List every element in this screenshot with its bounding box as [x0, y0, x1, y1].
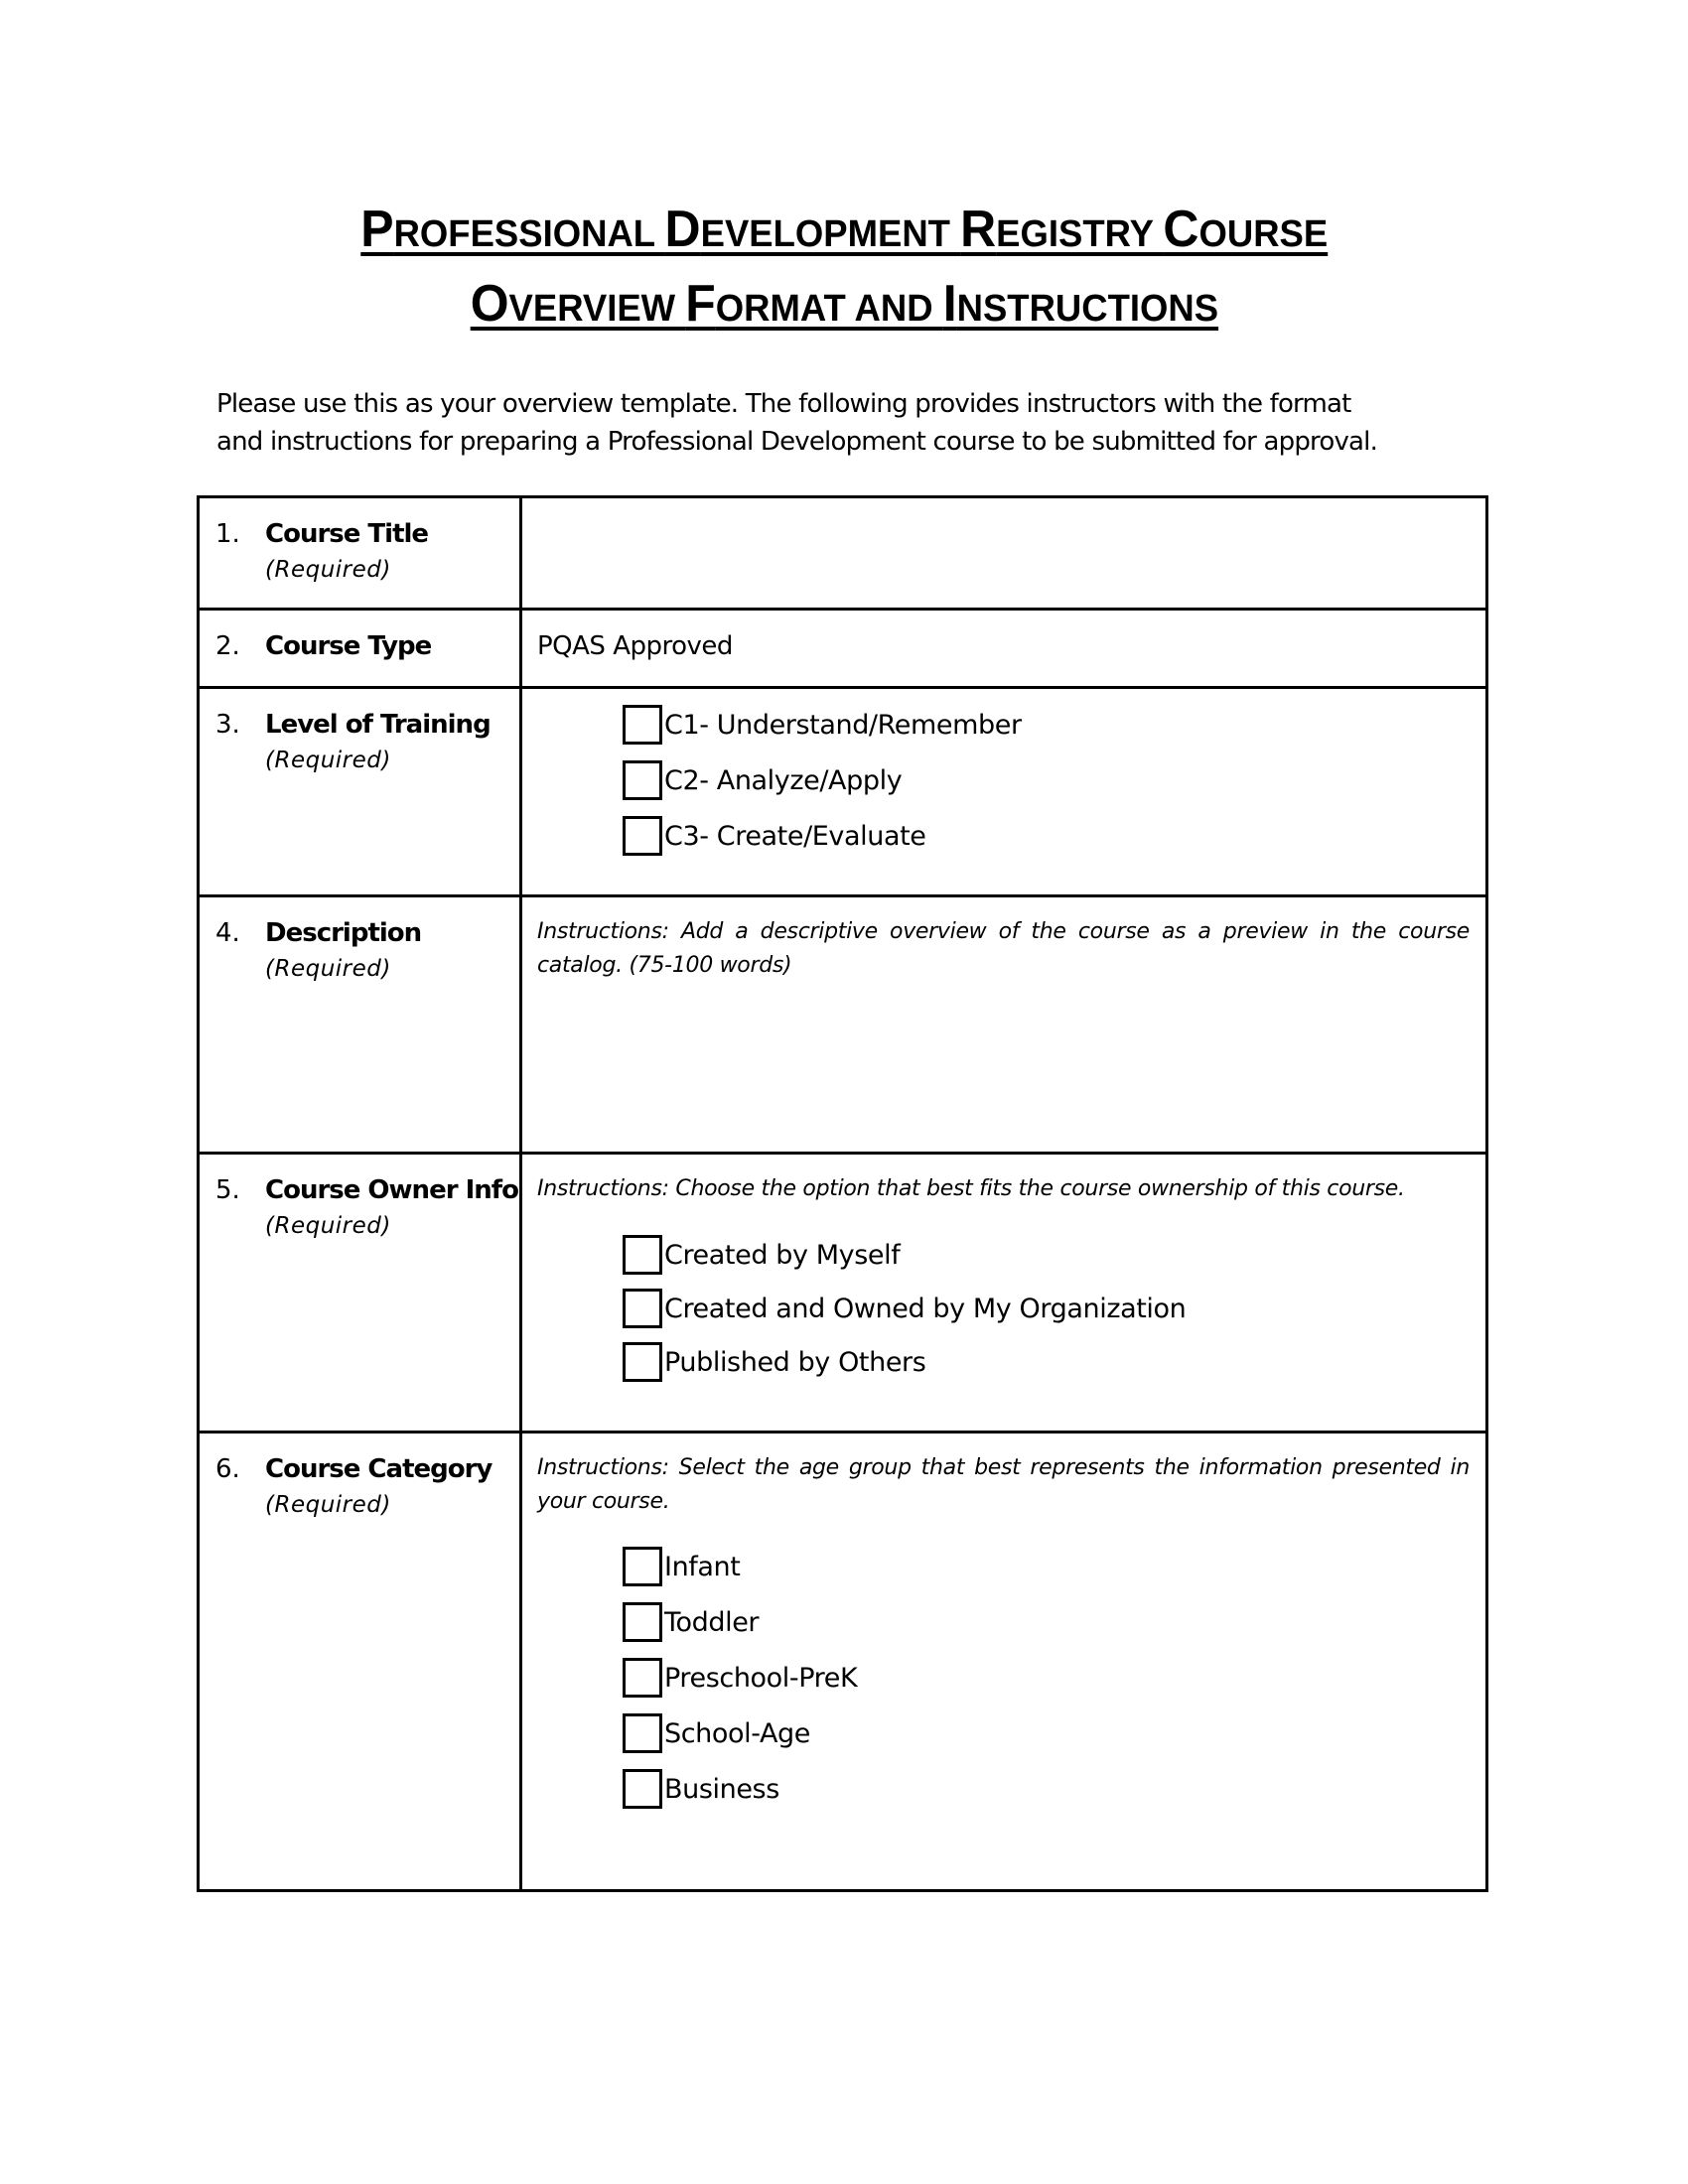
row-number: 5.: [215, 1175, 240, 1205]
row-label-cell: [199, 896, 521, 1154]
row-number: 1.: [215, 519, 240, 549]
description-instructions: Instructions: Add a descriptive overview of the course as a preview in the course catalog. (75-100 words): [537, 919, 1470, 978]
intro-line: and instructions for preparing a Professional Development course to be submitted for approval.: [216, 427, 1378, 457]
checkbox-option[interactable]: [623, 697, 1470, 752]
checkbox-label: C3- Create/Evaluate: [664, 820, 926, 852]
checkbox-option[interactable]: [623, 1761, 1470, 1817]
field-label: Description: [265, 918, 422, 948]
required-note: (Required): [265, 748, 391, 773]
checkbox-label: Business: [664, 1773, 779, 1805]
title-word-cap: P: [360, 201, 394, 258]
checkbox-label: Preschool-PreK: [664, 1662, 858, 1694]
checkbox-icon[interactable]: [623, 760, 662, 800]
title-word-rest: ROFESSIONAL: [393, 213, 665, 255]
title-word-rest: VERVIEW: [508, 288, 685, 330]
title-word-cap: C: [1163, 201, 1199, 258]
checkbox-option[interactable]: [623, 1706, 1470, 1761]
intro-paragraph: [216, 385, 1507, 461]
title-word-cap: D: [664, 201, 701, 258]
owner-instructions: Instructions: Choose the option that best fits the course ownership of this course.: [537, 1176, 1405, 1201]
intro-line: Please use this as your overview template. The following provides instructors with the format: [216, 389, 1351, 419]
checkbox-option[interactable]: [623, 1335, 1470, 1389]
checkbox-list: [623, 697, 1470, 864]
checkbox-label: C1- Understand/Remember: [664, 709, 1022, 741]
required-note: (Required): [265, 557, 391, 583]
checkbox-label: School-Age: [664, 1717, 811, 1749]
document-title: [0, 199, 1688, 347]
required-note: (Required): [265, 1213, 391, 1239]
course-category-field: [521, 1433, 1487, 1891]
title-line-2: [470, 273, 1217, 340]
field-label: Course Owner Info: [265, 1175, 518, 1205]
category-instructions: Instructions: Select the age group that best represents the information presented in your course.: [537, 1455, 1470, 1514]
checkbox-option[interactable]: [623, 1594, 1470, 1650]
checkbox-label: Published by Others: [664, 1346, 926, 1378]
required-note: (Required): [265, 1492, 391, 1518]
course-type-field: [521, 610, 1487, 688]
row-number: 4.: [215, 918, 240, 948]
row-label-cell: [199, 688, 521, 896]
title-word-rest: NSTRUCTIONS: [956, 288, 1218, 330]
checkbox-icon[interactable]: [623, 1235, 662, 1275]
checkbox-list: [623, 1228, 1470, 1389]
row-label-cell: [199, 610, 521, 688]
course-overview-form: [197, 495, 1488, 1892]
row-label-cell: [199, 497, 521, 610]
row-label-cell: [199, 1154, 521, 1433]
required-note: (Required): [265, 956, 391, 982]
form-row-description: [199, 896, 1487, 1154]
checkbox-option[interactable]: [623, 1539, 1470, 1594]
checkbox-icon[interactable]: [623, 1769, 662, 1809]
checkbox-icon[interactable]: [623, 705, 662, 745]
checkbox-label: Created by Myself: [664, 1239, 901, 1271]
title-word-cap: I: [942, 275, 957, 333]
course-owner-field: [521, 1154, 1487, 1433]
checkbox-label: Toddler: [664, 1606, 760, 1638]
checkbox-icon[interactable]: [623, 1713, 662, 1753]
title-word-rest: EVELOPMENT: [700, 213, 960, 255]
form-row-course-category: [199, 1433, 1487, 1891]
title-word-cap: F: [684, 275, 716, 333]
title-word-rest: OURSE: [1198, 213, 1328, 255]
checkbox-label: C2- Analyze/Apply: [664, 764, 903, 796]
form-row-course-title: [199, 497, 1487, 610]
checkbox-icon[interactable]: [623, 1342, 662, 1382]
level-of-training-field: [521, 688, 1487, 896]
checkbox-option[interactable]: [623, 1650, 1470, 1706]
title-word-cap: O: [470, 275, 509, 333]
checkbox-label: Created and Owned by My Organization: [664, 1293, 1187, 1324]
title-line-1: [360, 199, 1328, 265]
checkbox-icon[interactable]: [623, 1658, 662, 1698]
title-word-cap: R: [959, 201, 996, 258]
checkbox-icon[interactable]: [623, 816, 662, 856]
row-label-cell: [199, 1433, 521, 1891]
checkbox-icon[interactable]: [623, 1289, 662, 1328]
field-label: Course Type: [265, 631, 432, 661]
row-number: 6.: [215, 1454, 240, 1484]
form-row-course-type: [199, 610, 1487, 688]
field-label: Course Title: [265, 519, 429, 549]
checkbox-option[interactable]: [623, 808, 1470, 864]
description-field[interactable]: [521, 896, 1487, 1154]
field-label: Course Category: [265, 1454, 492, 1484]
checkbox-option[interactable]: [623, 1228, 1470, 1282]
row-number: 3.: [215, 710, 240, 740]
checkbox-label: Infant: [664, 1551, 741, 1582]
title-word-rest: ORMAT AND: [715, 288, 943, 330]
form-row-course-owner-info: [199, 1154, 1487, 1433]
checkbox-option[interactable]: [623, 1282, 1470, 1335]
field-label: Level of Training: [265, 710, 491, 740]
checkbox-icon[interactable]: [623, 1547, 662, 1586]
course-title-field[interactable]: [521, 497, 1487, 610]
course-type-value: PQAS Approved: [537, 631, 733, 661]
checkbox-list: [623, 1539, 1470, 1817]
title-word-rest: EGISTRY: [995, 213, 1164, 255]
checkbox-icon[interactable]: [623, 1602, 662, 1642]
form-row-level-of-training: [199, 688, 1487, 896]
checkbox-option[interactable]: [623, 752, 1470, 808]
row-number: 2.: [215, 631, 240, 661]
